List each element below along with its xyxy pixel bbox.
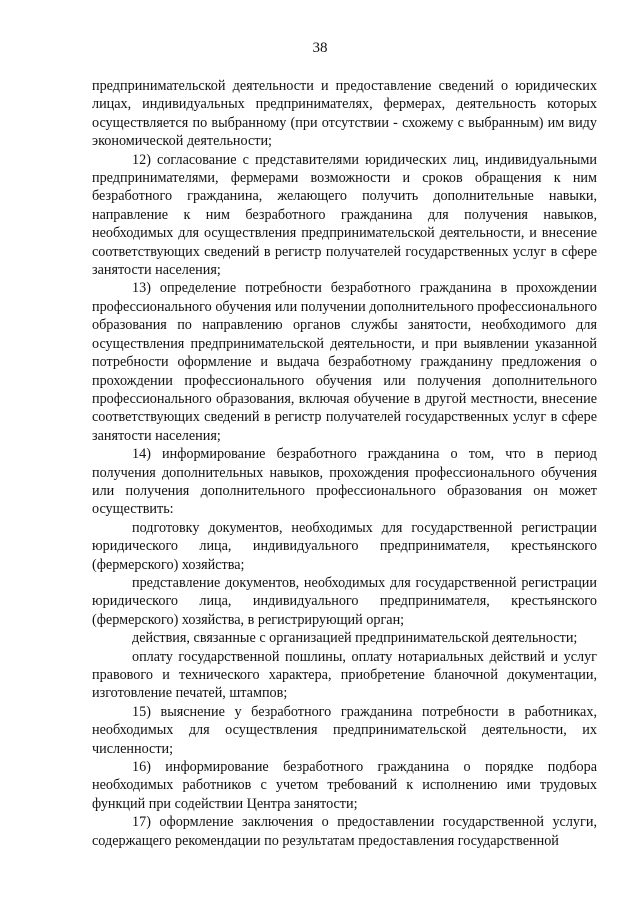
paragraph-subitem-business-actions: действия, связанные с организацией предпринимательской деятельности; (132, 630, 578, 647)
paragraph-continuation: предпринимательской деятельности и предоставление сведений о юридических лицах, индивидуальных предпринимателях, фермерах, деятельность которых осуществляется по выбранному (при отсутствии - схожему с выбранным) им виду экономической деятельности; (92, 78, 597, 150)
paragraph-item-16: 16) информирование безработного гражданина о порядке подбора необходимых работников с учетом требований к исполнению ими трудовых функций при содействии Центра занятости; (92, 759, 597, 812)
paragraph-subitem-document-preparation: подготовку документов, необходимых для государственной регистрации юридического лица, индивидуального предпринимателя, крестьянского (фермерского) хозяйства; (92, 519, 597, 573)
paragraph-item-14: 14) информирование безработного гражданина о том, что в период получения дополнительных навыков, прохождения профессионального обучения или получения дополнительного профессионального образования он может осуществить: (92, 446, 597, 518)
paragraph-item-15: 15) выяснение у безработного гражданина потребности в работниках, необходимых для осуществления предпринимательской деятельности, их численности; (92, 703, 597, 757)
paragraph-subitem-fees: оплату государственной пошлины, оплату нотариальных действий и услуг правового и технического характера, приобретение бланочной документации, изготовление печатей, штампов; (92, 648, 597, 702)
paragraph-item-12: 12) согласование с представителями юридических лиц, индивидуальными предпринимателями, фермерами возможности и сроков обращения к ним безработного гражданина, желающего получить дополнительные навыки, направление к ним безработного гражданина для получения навыков, необходимых для осуществления предпринимательской деятельности, и внесение соответствующих сведений в регистр получателей государственных услуг в сфере занятости населения; (92, 151, 597, 279)
paragraph-item-13: 13) определение потребности безработного гражданина в прохождении профессионального обучения или получении дополнительного профессионального образования по направлению органов службы занятости, необходимого для осуществления предпринимательской деятельности, и при выявлении указанной потребности оформление и выдача безработному гражданину предложения о прохождении профессионального обучения или получения дополнительного профессионального образования, включая обучение в другой местности, внесение соответствующих сведений в регистр получателей государственных услуг в сфере занятости населения; (92, 280, 597, 444)
paragraph-subitem-document-submission: представление документов, необходимых для государственной регистрации юридического лица, индивидуального предпринимателя, крестьянского (фермерского) хозяйства, в регистрирующий орган; (92, 574, 597, 628)
paragraph-item-17: 17) оформление заключения о предоставлении государственной услуги, содержащего рекомендации по результатам предоставления государственной (92, 814, 597, 849)
document-body (92, 77, 597, 850)
page-number: 38 (312, 40, 328, 56)
